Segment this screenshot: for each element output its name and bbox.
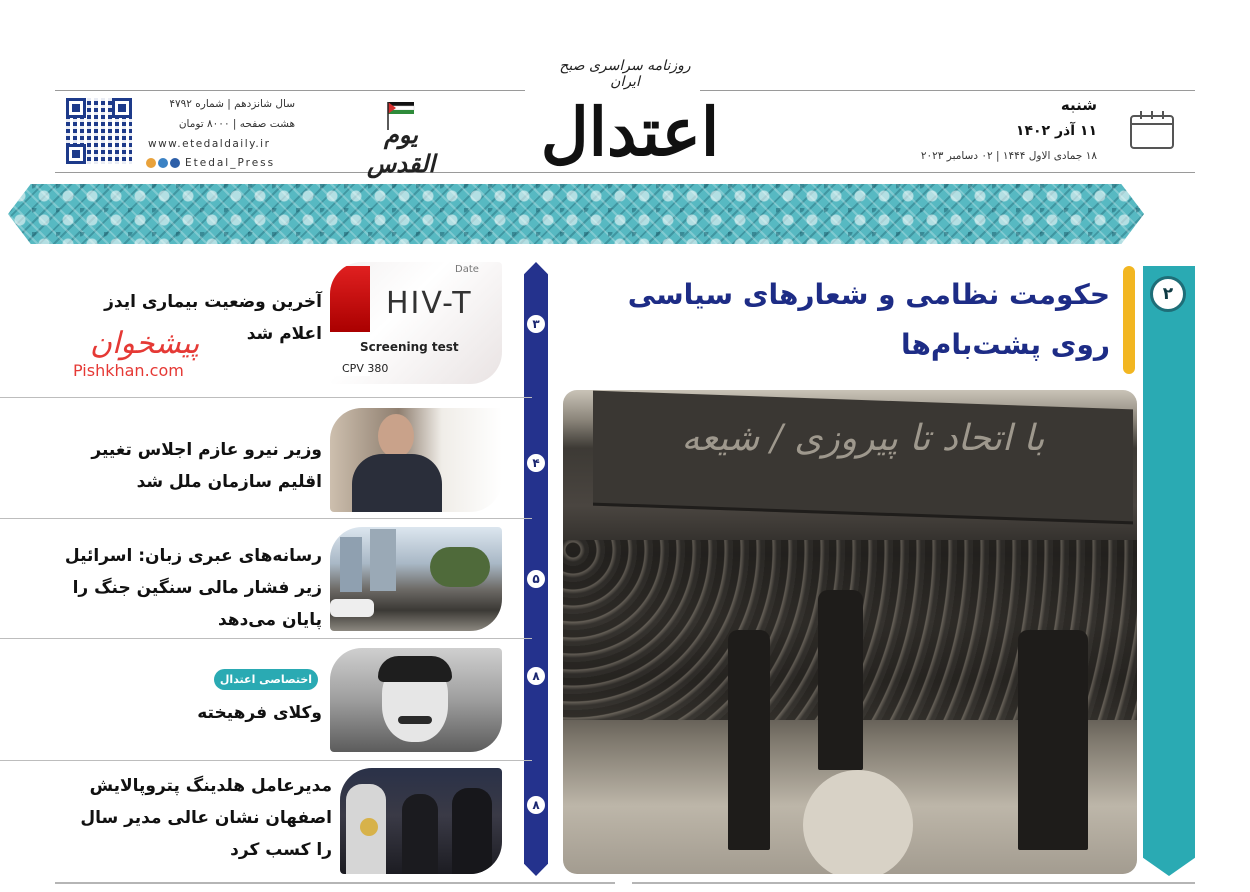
person-3 [452,788,492,874]
thumb-petro-award[interactable] [340,768,502,874]
issue-info: سال شانزدهم | شماره ۴۷۹۲ [169,98,295,110]
headline-accent-bar [1123,266,1135,374]
header-rule-left [55,90,525,91]
award-plaque [360,818,378,836]
thumb-energy-minister[interactable] [330,408,502,512]
blood-tube [330,266,370,376]
item-divider [0,518,532,519]
footer-rule-right [632,882,1195,884]
lead-headline[interactable]: حکومت نظامی و شعارهای سیاسی روی پشت‌بام‌ها [627,278,1110,361]
figure-foreground-head [803,770,913,874]
header-rule-right [700,90,1195,91]
lead-page-number[interactable]: ۲ [1150,276,1186,312]
page-ref-8a[interactable]: ۸ [525,665,547,687]
header-rule-bottom [55,172,1195,173]
portrait-hair [378,656,452,682]
thumb-label-date: Date [455,264,479,275]
building-2 [370,529,396,591]
instagram-icon [146,158,156,168]
date-solar: ۱۱ آذر ۱۴۰۲ [1015,123,1097,139]
social-handle[interactable] [146,156,275,170]
lead-teal-strip [1143,266,1195,876]
item-divider [0,638,532,639]
page-ref-4[interactable]: ۴ [525,452,547,474]
watermark-fa: پیشخوان [90,326,200,361]
telegram-icon [158,158,168,168]
car-white [330,599,374,617]
page-ref-3[interactable]: ۳ [525,313,547,335]
masthead [0,0,1250,180]
person-2 [402,794,438,874]
tagline: روزنامه سراسری صبح ایران [559,58,691,90]
building-1 [340,537,362,592]
thumb-israel-war[interactable] [330,527,502,631]
minister-face [378,414,414,458]
footer-rule-left [55,882,615,884]
news-title-lawyers[interactable]: وکلای فرهیخته [197,703,322,723]
item-divider [0,760,532,761]
twitter-icon [170,158,180,168]
thumb-lawyer-portrait[interactable] [330,648,502,752]
item-divider [0,397,532,398]
date-lunar-gregorian: ۱۸ جمادی الاول ۱۴۴۴ | ۰۲ دسامبر ۲۰۲۳ [920,150,1097,162]
calendar-icon [1127,108,1177,152]
watermark-en: Pishkhan.com [73,361,184,380]
news-title-israel[interactable]: رسانه‌های عبری زبان: اسرائیل زیر فشار مالی سنگین جنگ را پایان می‌دهد [64,546,322,630]
quds-day-text: یوم القدس [366,120,435,178]
thumb-hiv-test[interactable] [330,262,502,384]
social-handle-text: Etedal_Press [185,157,276,169]
figure-center [818,590,863,770]
minister-suit [352,454,442,512]
trees [430,547,490,587]
exclusive-badge: اختصاصی اعتدال [214,669,318,690]
ornamental-band [8,184,1144,244]
newspaper-logo[interactable]: اعتدال [540,93,720,171]
website-link[interactable]: www.etedaldaily.ir [148,138,271,150]
news-title-petro[interactable]: مدیرعامل هلدینگ پتروپالایش اصفهان نشان عالی مدیر سال را کسب کرد [80,776,332,860]
page-ref-8b[interactable]: ۸ [525,794,547,816]
page-ref-5[interactable]: ۵ [525,568,547,590]
thumb-label-screening: Screening test [360,340,459,354]
figure-left [728,630,770,850]
thumb-label-code: CPV 380 [342,362,389,375]
portrait-mustache [398,716,432,724]
news-title-aids[interactable]: آخرین وضعیت بیماری ایدز اعلام شد [104,292,322,344]
news-title-climate[interactable]: وزیر نیرو عازم اجلاس تغییر اقلیم سازمان ملل شد [91,440,322,492]
figure-right [1018,630,1088,850]
price-info: هشت صفحه | ۸۰۰۰ تومان [178,118,295,130]
thumb-label-hiv: HIV-T [386,286,473,321]
lead-photo[interactable] [563,390,1137,874]
weekday: شنبه [1060,96,1097,114]
protest-banner-text: با اتحاد تا پیروزی / شیعه [681,418,1045,459]
qr-code-icon[interactable] [66,98,132,164]
